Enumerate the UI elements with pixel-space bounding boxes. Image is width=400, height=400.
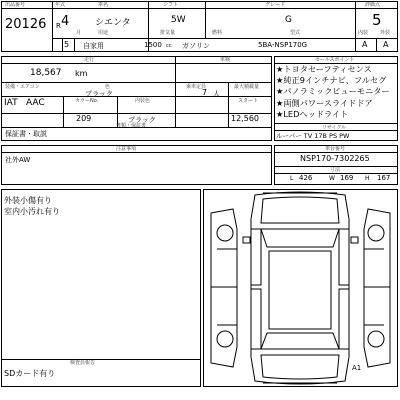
inspector-footer-note: SDカード有り	[4, 369, 56, 378]
chassis-value: NSP170-7302265	[300, 154, 370, 163]
model-label: 車名	[98, 2, 109, 8]
notes-block	[1, 145, 272, 185]
interior-color-value: ブラック	[128, 116, 156, 124]
inspector-block	[1, 189, 201, 387]
interior-label: 内装	[358, 30, 369, 36]
grade-label: グレード	[265, 2, 286, 8]
length-label: L	[290, 175, 294, 182]
score-value: 5	[372, 11, 382, 29]
notes-text: 社外AW	[5, 156, 31, 164]
seats-label: 乗車定員	[186, 84, 207, 90]
paper-label: 書類・保証書	[116, 123, 147, 129]
inspection-label: 車検	[220, 57, 231, 63]
year-value: 4	[61, 14, 70, 29]
feature-item: ★トヨタセーフティセンス	[276, 64, 372, 74]
feature-item: ★LEDヘッドライト	[276, 109, 349, 119]
inspector-footer-label: 検査員報告	[70, 360, 96, 366]
interior-grade: A	[362, 40, 368, 49]
year-era: R	[56, 22, 61, 30]
size-label: 寸法	[330, 167, 341, 173]
equipment-label: 装備・エアコン	[5, 84, 40, 90]
height-value: 167	[377, 174, 391, 182]
seats-value: 7	[202, 88, 208, 97]
color-value: ブラック	[85, 90, 113, 98]
feature-item: ★純正9インチナビ、フルセグ	[276, 75, 387, 85]
exterior-label: 外装	[380, 30, 391, 36]
interior-color-label: 内装色	[135, 98, 151, 104]
displacement-value: 1500	[144, 41, 162, 49]
color-label: 色	[105, 84, 111, 90]
katashiki-value: 5BA-NSP170G	[258, 41, 308, 49]
recycle-value: ルーバー TV 17B PS PW	[276, 132, 350, 140]
chassis-label: 車台番号	[325, 146, 346, 152]
grade-value: G	[285, 15, 292, 25]
lot-label: 出品番号	[5, 2, 26, 8]
aircon: AAC	[26, 98, 45, 108]
year-label: 年式	[55, 2, 66, 8]
car-diagram	[203, 189, 398, 387]
shift-label: シフト	[163, 2, 179, 8]
month-value: 5	[64, 40, 70, 49]
fuel-value: ガソリン	[182, 42, 210, 50]
price-label: スタート	[238, 98, 259, 104]
features-header: セールスポイント	[315, 57, 355, 63]
exterior-grade: A	[383, 40, 389, 49]
color-no-label: カラーNo.	[75, 98, 99, 104]
paper-value: 保証書・取説	[5, 130, 47, 138]
inspector-line: 室内小汚れ有り	[4, 207, 60, 216]
usage-value: 自家用	[83, 42, 104, 50]
damage-mark-a1: A1	[352, 364, 362, 372]
displacement-label: 排気量	[160, 30, 176, 36]
feature-item: ★パノラミックビューモニター	[276, 86, 390, 96]
recycle-label: リサイクル	[322, 125, 347, 131]
seats-unit: 人	[213, 90, 220, 98]
usage-label: 用途	[98, 30, 109, 36]
model-name: シエンタ	[95, 18, 131, 28]
feature-item: ★両側パワースライドドア	[276, 98, 373, 108]
month-label: 月	[76, 30, 82, 36]
mileage-value: 18,567	[30, 68, 62, 78]
displacement-unit: cc	[166, 43, 172, 49]
price-value: 12,560	[231, 114, 259, 123]
color-no-value: 209	[76, 114, 92, 123]
shift-value: 5W	[171, 15, 186, 25]
notes-header: 注意事項	[116, 146, 137, 152]
lot-number: 20126	[5, 17, 47, 32]
fuel-label: 燃料	[212, 30, 223, 36]
transmission: IAT	[4, 98, 18, 108]
mileage-label: 走行	[84, 57, 95, 63]
katashiki-label: 型式	[290, 30, 301, 36]
length-value: 426	[299, 174, 313, 182]
height-label: H	[365, 175, 370, 182]
width-label: W	[329, 175, 335, 182]
load-label: 最大積載量	[234, 84, 260, 90]
width-value: 169	[340, 174, 354, 182]
mileage-unit: km	[75, 69, 88, 78]
score-label: 評価点	[365, 2, 381, 8]
inspector-line: 外装小傷有り	[4, 196, 52, 205]
